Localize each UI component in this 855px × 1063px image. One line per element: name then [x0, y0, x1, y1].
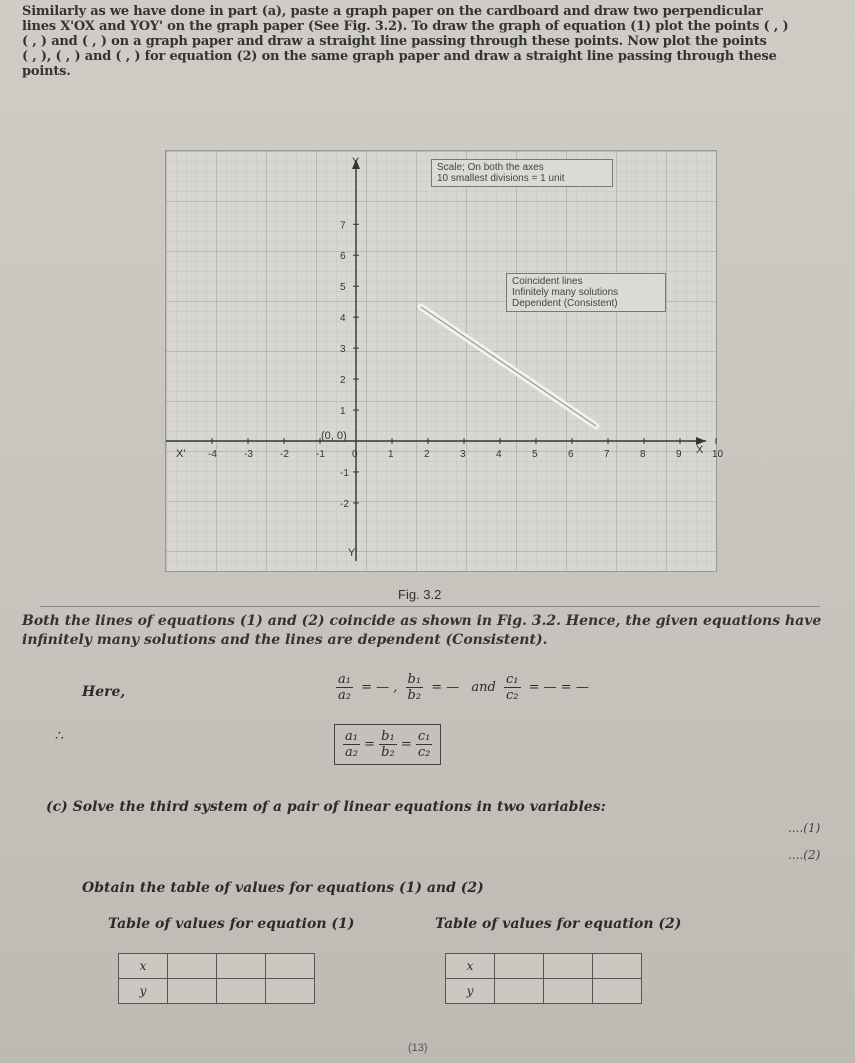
ratio-c-eq: = — = — — [528, 680, 589, 695]
table2-x-label: x — [446, 954, 495, 979]
x-tick-label: 9 — [676, 449, 682, 460]
intro-line-3: ( , ) and ( , ) on a graph paper and draw a straight line passing through these points. Now plot the points — [22, 34, 767, 49]
y-tick-label: 5 — [340, 282, 346, 294]
x-tick-label: 8 — [640, 449, 646, 460]
table1-x-cell — [266, 954, 315, 979]
x-tick-label: 6 — [568, 449, 574, 460]
intro-line-5: points. — [22, 64, 71, 79]
box-ratio-b — [379, 729, 397, 760]
table1-x-label: x — [119, 954, 168, 979]
table2-x-cell — [495, 954, 544, 979]
box-eq-1: = — [364, 737, 376, 752]
box-c1: c₁ — [417, 729, 431, 744]
coincident-line-1: Coincident lines — [512, 276, 583, 287]
and-label: and — [471, 680, 496, 695]
table1-row-y — [119, 979, 315, 1004]
x-tick-label: 10 — [712, 449, 724, 460]
x-axis-label: X — [696, 444, 704, 456]
table2-row-y — [446, 979, 642, 1004]
table1-x-cell — [217, 954, 266, 979]
b1: b₁ — [407, 672, 422, 687]
equation-number-2: ....(2) — [788, 848, 821, 862]
box-b1: b₁ — [381, 729, 395, 744]
scale-line-2: 10 smallest divisions = 1 unit — [437, 173, 565, 184]
y-tick-label: -2 — [340, 498, 349, 510]
table2-y-cell — [495, 979, 544, 1004]
x-prime-label: X' — [176, 448, 186, 460]
y-tick-label: 6 — [340, 251, 346, 263]
x-tick-label: 3 — [460, 449, 466, 460]
therefore-sign: ∴ — [55, 728, 64, 744]
table1 — [118, 953, 315, 1004]
x-tick-label: 0 — [352, 449, 358, 460]
table2-x-cell — [593, 954, 642, 979]
divider — [40, 606, 820, 607]
conclusion-paragraph — [22, 612, 832, 650]
table1-y-cell — [168, 979, 217, 1004]
box-a1: a₁ — [345, 729, 358, 744]
coincident-note — [506, 273, 666, 312]
equation-number-1: ....(1) — [788, 821, 821, 835]
c2: c₂ — [506, 688, 519, 703]
graph-svg — [166, 151, 724, 571]
table1-row-x — [119, 954, 315, 979]
graph-paper — [165, 150, 724, 572]
boxed-equation — [334, 724, 441, 765]
table1-title: Table of values for equation (1) — [108, 916, 355, 932]
box-eq-2: = — [400, 737, 412, 752]
part-c-heading: (c) Solve the third system of a pair of linear equations in two variables: — [46, 799, 606, 815]
x-tick-label: 7 — [604, 449, 610, 460]
table2-row-x — [446, 954, 642, 979]
table2 — [445, 953, 642, 1004]
ratio-row — [336, 672, 593, 703]
obtain-instruction: Obtain the table of values for equations (1) and (2) — [82, 880, 484, 896]
origin-label: (0, 0) — [321, 430, 347, 442]
x-tick-label: 4 — [496, 449, 502, 460]
box-ratio-c — [416, 729, 433, 760]
y-prime-label: Y' — [348, 547, 358, 559]
ratio-a — [336, 672, 353, 703]
conclusion-line-1: Both the lines of equations (1) and (2) coincide as shown in Fig. 3.2. Hence, the given equations have — [22, 613, 822, 629]
intro-line-4: ( , ), ( , ) and ( , ) for equation (2) on the same graph paper and draw a straight line passing through these — [22, 49, 777, 64]
x-tick-label: 1 — [388, 449, 394, 460]
scale-note — [431, 159, 613, 187]
y-tick-label: -1 — [340, 467, 349, 479]
ratio-b — [406, 672, 424, 703]
y-tick-label: 7 — [340, 220, 346, 232]
y-tick-label: 1 — [340, 406, 346, 418]
intro-line-1: Similarly as we have done in part (a), paste a graph paper on the cardboard and draw two perpendicular — [22, 4, 763, 19]
x-tick-label: -1 — [316, 449, 325, 460]
y-tick-label: 3 — [340, 344, 346, 356]
conclusion-line-2: infinitely many solutions and the lines are dependent (Consistent). — [22, 632, 548, 648]
ratio-b-eq: = — — [431, 680, 460, 695]
table2-y-label: y — [446, 979, 495, 1004]
x-tick-label: -4 — [208, 449, 217, 460]
coincident-line-3: Dependent (Consistent) — [512, 298, 618, 309]
b2: b₂ — [407, 688, 422, 703]
scale-line-1: Scale; On both the axes — [437, 162, 544, 173]
table1-y-cell — [217, 979, 266, 1004]
table2-title: Table of values for equation (2) — [435, 916, 682, 932]
grid-pattern — [166, 151, 716, 571]
a1: a₁ — [338, 672, 351, 687]
a2: a₂ — [338, 688, 351, 703]
x-tick-label: -2 — [280, 449, 289, 460]
table2-y-cell — [593, 979, 642, 1004]
y-tick-label: 2 — [340, 375, 346, 387]
y-axis-label: Y — [352, 156, 360, 168]
intro-paragraph — [22, 4, 837, 79]
page-footer: (13) — [408, 1042, 428, 1054]
table2-y-cell — [544, 979, 593, 1004]
box-c2: c₂ — [417, 745, 431, 760]
table1-y-label: y — [119, 979, 168, 1004]
table1-y-cell — [266, 979, 315, 1004]
figure-caption: Fig. 3.2 — [398, 587, 442, 602]
box-ratio-a — [343, 729, 360, 760]
here-label: Here, — [82, 684, 126, 700]
box-a2: a₂ — [345, 745, 358, 760]
table1-x-cell — [168, 954, 217, 979]
x-tick-label: 2 — [424, 449, 430, 460]
c1: c₁ — [506, 672, 519, 687]
table2-x-cell — [544, 954, 593, 979]
ratio-a-eq: = — , — [361, 680, 398, 695]
box-b2: b₂ — [381, 745, 395, 760]
x-tick-label: -3 — [244, 449, 253, 460]
x-tick-label: 5 — [532, 449, 538, 460]
ratio-c — [504, 672, 521, 703]
intro-line-2: lines X'OX and YOY' on the graph paper (See Fig. 3.2). To draw the graph of equation (1) plot the points ( , ) — [22, 19, 789, 34]
coincident-line-2: Infinitely many solutions — [512, 287, 619, 298]
y-tick-label: 4 — [340, 313, 346, 325]
